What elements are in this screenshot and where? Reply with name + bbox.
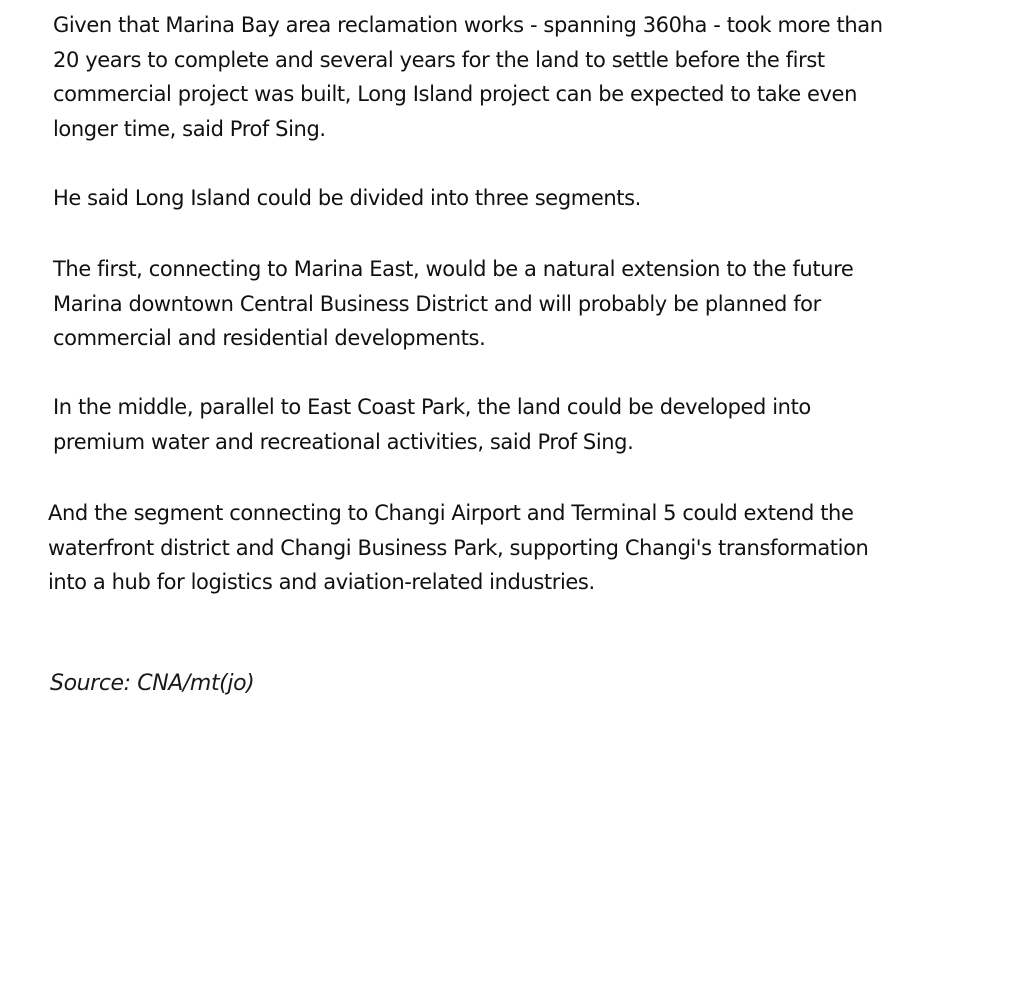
paragraph-line: premium water and recreational activities, said Prof Sing. (53, 429, 634, 454)
paragraph-line: He said Long Island could be divided into three segments. (53, 186, 641, 210)
paragraph-marina-bay-reclamation (53, 8, 883, 146)
paragraph-line: waterfront district and Changi Business Park, supporting Changi's transformation (48, 535, 869, 560)
paragraph-three-segments (53, 181, 641, 216)
paragraph-first-segment (53, 252, 853, 356)
paragraph-line: commercial and residential developments. (53, 326, 486, 350)
paragraph-line: longer time, said Prof Sing. (53, 116, 326, 141)
source-credit: Source: CNA/mt(jo) (50, 671, 255, 696)
paragraph-line: commercial project was built, Long Island project can be expected to take even (53, 82, 857, 106)
paragraph-line: In the middle, parallel to East Coast Park, the land could be developed into (53, 395, 811, 419)
paragraph-line: And the segment connecting to Changi Airport and Terminal 5 could extend the (48, 501, 854, 525)
paragraph-line: The first, connecting to Marina East, would be a natural extension to the future (53, 257, 854, 281)
paragraph-line: Given that Marina Bay area reclamation works - spanning 360ha - took more than (53, 13, 883, 37)
paragraph-line: 20 years to complete and several years for the land to settle before the first (53, 47, 825, 72)
paragraph-line: into a hub for logistics and aviation-related industries. (48, 570, 595, 594)
paragraph-middle-segment (53, 390, 811, 459)
paragraph-line: Marina downtown Central Business District and will probably be planned for (53, 291, 821, 316)
paragraph-changi-segment (48, 496, 868, 600)
